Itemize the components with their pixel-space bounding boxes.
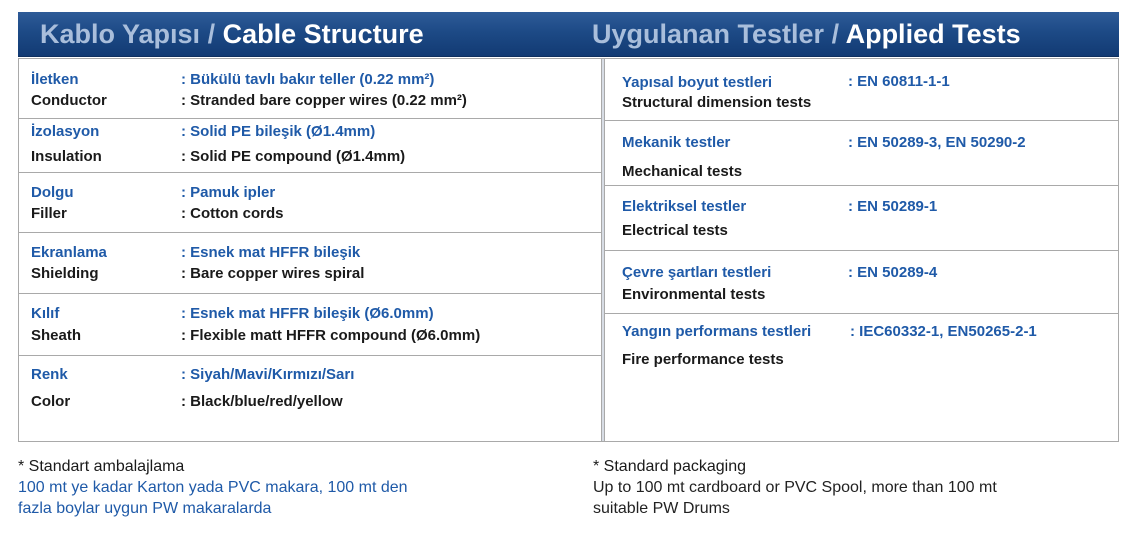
structure-label-en: Insulation [31,148,102,165]
structure-value-en: : Cotton cords [181,205,284,222]
applied-tests-heading [592,19,1021,49]
structure-value-tr: : Siyah/Mavi/Kırmızı/Sarı [181,366,355,383]
structure-row-shielding [19,233,601,294]
heading-tr: Kablo Yapısı [40,19,201,49]
structure-row-insulation [19,119,601,173]
test-label-en: Environmental tests [622,286,766,303]
heading-tr: Uygulanan Testler [592,19,825,49]
structure-value-tr: : Esnek mat HFFR bileşik [181,244,361,261]
spec-table [18,58,1119,442]
test-label-tr: Çevre şartları testleri [622,264,772,281]
structure-label-tr: İzolasyon [31,123,100,140]
structure-row-sheath [19,294,601,356]
structure-row-filler [19,173,601,233]
packaging-note-line: Up to 100 mt cardboard or PVC Spool, more than 100 mt [593,479,997,496]
structure-value-en: : Black/blue/red/yellow [181,393,343,410]
test-standard: : IEC60332-1, EN50265-2-1 [850,323,1037,340]
test-row-fire [605,314,1118,441]
test-label-tr: Mekanik testler [622,134,731,151]
test-label-en: Mechanical tests [622,163,743,180]
packaging-note-tr [18,456,408,519]
test-standard: : EN 50289-4 [848,264,938,281]
test-standard: : EN 50289-3, EN 50290-2 [848,134,1026,151]
structure-value-en: : Bare copper wires spiral [181,265,365,282]
structure-label-en: Sheath [31,327,82,344]
test-standard: : EN 50289-1 [848,198,938,215]
header-bar [18,12,1119,57]
structure-value-tr: : Esnek mat HFFR bileşik (Ø6.0mm) [181,305,434,322]
spec-sheet [18,12,1119,442]
structure-label-tr: Kılıf [31,305,60,322]
test-label-tr: Yangın performans testleri [622,323,812,340]
test-label-en: Fire performance tests [622,351,784,368]
packaging-note-title: * Standard packaging [593,458,746,475]
test-row-structural [605,59,1118,121]
test-label-en: Electrical tests [622,222,728,239]
test-row-mechanical [605,121,1118,186]
test-label-tr: Yapısal boyut testleri [622,74,773,91]
structure-label-tr: Ekranlama [31,244,107,261]
structure-value-tr: : Bükülü tavlı bakır teller (0.22 mm²) [181,71,435,88]
heading-separator: / [824,19,846,49]
packaging-note-en [593,456,997,519]
structure-label-tr: Renk [31,366,68,383]
test-row-electrical [605,186,1118,251]
structure-label-tr: İletken [31,71,79,88]
test-row-environmental [605,251,1118,314]
structure-value-tr: : Pamuk ipler [181,184,276,201]
structure-label-tr: Dolgu [31,184,74,201]
structure-value-en: : Flexible matt HFFR compound (Ø6.0mm) [181,327,481,344]
test-label-tr: Elektriksel testler [622,198,747,215]
heading-en: Cable Structure [222,19,424,49]
cable-structure-heading [40,19,424,49]
structure-value-tr: : Solid PE bileşik (Ø1.4mm) [181,123,376,140]
packaging-note-title: * Standart ambalajlama [18,458,185,475]
packaging-note-line: 100 mt ye kadar Karton yada PVC makara, 100 mt den [18,479,408,496]
test-standard: : EN 60811-1-1 [848,73,950,90]
packaging-note-line: suitable PW Drums [593,500,730,517]
structure-label-en: Conductor [31,92,107,109]
structure-label-en: Color [31,393,71,410]
structure-value-en: : Stranded bare copper wires (0.22 mm²) [181,92,467,109]
structure-label-en: Shielding [31,265,99,282]
heading-separator: / [200,19,223,49]
structure-row-color [19,356,601,441]
test-label-en: Structural dimension tests [622,94,812,111]
heading-en: Applied Tests [845,19,1021,49]
structure-value-en: : Solid PE compound (Ø1.4mm) [181,148,406,165]
structure-label-en: Filler [31,205,67,222]
packaging-note-line: fazla boylar uygun PW makaralarda [18,500,272,517]
structure-row-conductor [19,59,601,119]
